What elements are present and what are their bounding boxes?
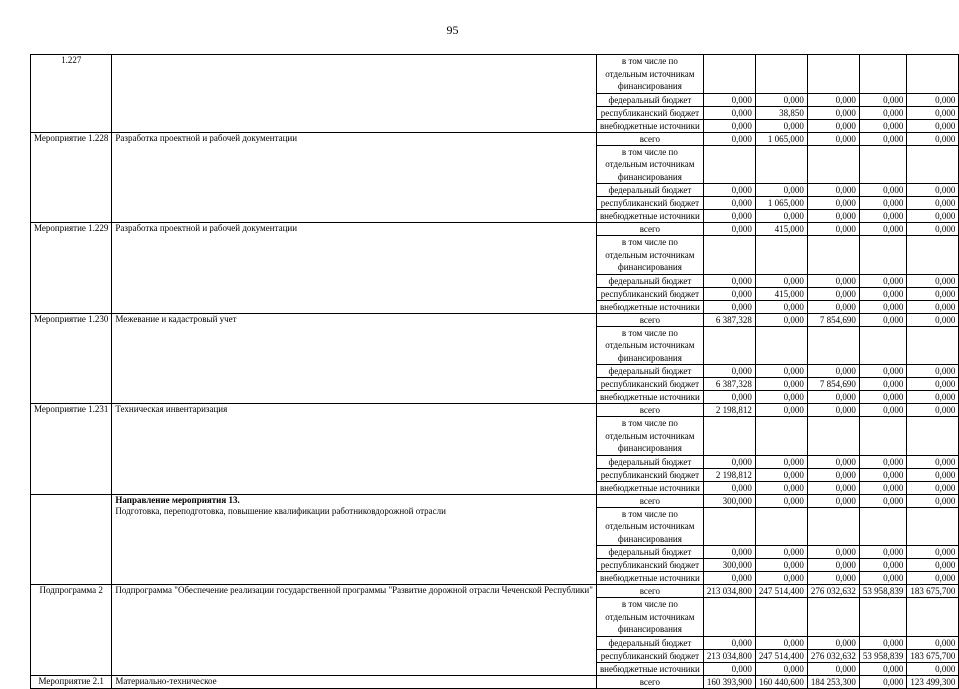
amount-cell: 0,000 (807, 455, 859, 468)
amount-cell: 6 387,328 (703, 313, 755, 326)
amount-cell: 2 198,812 (703, 468, 755, 481)
funding-source-cell: всего (596, 313, 703, 326)
amount-cell: 0,000 (807, 365, 859, 378)
funding-source-cell: внебюджетные источники (596, 210, 703, 223)
amount-cell: 0,000 (703, 287, 755, 300)
funding-source-cell: федеральный бюджет (596, 546, 703, 559)
amount-cell: 0,000 (703, 119, 755, 132)
amount-cell: 0,000 (859, 494, 907, 507)
amount-cell: 0,000 (859, 300, 907, 313)
funding-source-cell: внебюджетные источники (596, 662, 703, 675)
amount-cell: 0,000 (859, 210, 907, 223)
measure-name-cell: Материально-техническое (112, 675, 597, 688)
funding-source-cell: республиканский бюджет (596, 287, 703, 300)
amount-cell: 213 034,800 (703, 649, 755, 662)
measure-code-cell (31, 494, 112, 585)
amount-cell (907, 417, 959, 456)
amount-cell: 0,000 (859, 119, 907, 132)
amount-cell: 38,850 (755, 106, 807, 119)
amount-cell (755, 145, 807, 184)
amount-cell: 0,000 (703, 93, 755, 106)
amount-cell (703, 236, 755, 275)
amount-cell: 0,000 (807, 559, 859, 572)
funding-source-cell: республиканский бюджет (596, 197, 703, 210)
amount-cell: 0,000 (807, 404, 859, 417)
amount-cell: 0,000 (859, 184, 907, 197)
funding-source-cell: федеральный бюджет (596, 636, 703, 649)
funding-source-cell: всего (596, 585, 703, 598)
amount-cell: 0,000 (703, 662, 755, 675)
amount-cell: 0,000 (703, 391, 755, 404)
funding-source-cell: федеральный бюджет (596, 93, 703, 106)
amount-cell (907, 598, 959, 637)
funding-source-cell: в том числе по отдельным источникам финансирования (596, 507, 703, 546)
funding-source-cell: федеральный бюджет (596, 274, 703, 287)
amount-cell: 0,000 (859, 675, 907, 688)
amount-cell: 0,000 (907, 546, 959, 559)
amount-cell: 0,000 (807, 494, 859, 507)
amount-cell: 0,000 (859, 274, 907, 287)
amount-cell: 160 440,600 (755, 675, 807, 688)
table-row (31, 313, 959, 326)
amount-cell: 0,000 (807, 300, 859, 313)
amount-cell: 0,000 (907, 378, 959, 391)
amount-cell: 0,000 (755, 378, 807, 391)
amount-cell: 0,000 (755, 481, 807, 494)
funding-source-cell: в том числе по отдельным источникам финансирования (596, 55, 703, 94)
amount-cell: 0,000 (807, 210, 859, 223)
amount-cell: 184 253,300 (807, 675, 859, 688)
amount-cell: 0,000 (755, 546, 807, 559)
amount-cell: 0,000 (807, 468, 859, 481)
amount-cell (859, 145, 907, 184)
amount-cell: 123 499,300 (907, 675, 959, 688)
amount-cell: 0,000 (807, 481, 859, 494)
funding-source-cell: республиканский бюджет (596, 378, 703, 391)
amount-cell: 0,000 (703, 546, 755, 559)
amount-cell (859, 326, 907, 365)
measure-code-cell: Мероприятие 1.231 (31, 404, 112, 495)
measure-name-cell (112, 494, 597, 585)
amount-cell: 0,000 (859, 662, 907, 675)
amount-cell: 0,000 (859, 572, 907, 585)
amount-cell (755, 326, 807, 365)
amount-cell: 0,000 (907, 287, 959, 300)
amount-cell: 0,000 (907, 106, 959, 119)
amount-cell: 0,000 (907, 365, 959, 378)
amount-cell: 2 198,812 (703, 404, 755, 417)
amount-cell (807, 417, 859, 456)
amount-cell: 0,000 (907, 391, 959, 404)
amount-cell: 0,000 (907, 468, 959, 481)
page-number: 95 (446, 23, 459, 37)
amount-cell: 0,000 (907, 481, 959, 494)
funding-source-cell: федеральный бюджет (596, 365, 703, 378)
amount-cell: 0,000 (755, 494, 807, 507)
amount-cell: 0,000 (907, 197, 959, 210)
amount-cell: 0,000 (907, 93, 959, 106)
funding-source-cell: всего (596, 494, 703, 507)
amount-cell: 0,000 (907, 455, 959, 468)
funding-source-cell: федеральный бюджет (596, 455, 703, 468)
funding-source-cell: республиканский бюджет (596, 559, 703, 572)
amount-cell (907, 145, 959, 184)
amount-cell: 0,000 (755, 313, 807, 326)
amount-cell: 0,000 (807, 662, 859, 675)
amount-cell: 247 514,400 (755, 649, 807, 662)
amount-cell: 1 065,000 (755, 197, 807, 210)
measure-name-cell: Техническая инвентаризация (112, 404, 597, 495)
measure-name-cell: Разработка проектной и рабочей документации (112, 132, 597, 223)
amount-cell: 0,000 (703, 132, 755, 145)
amount-cell: 0,000 (907, 313, 959, 326)
amount-cell: 0,000 (755, 184, 807, 197)
amount-cell: 0,000 (807, 636, 859, 649)
amount-cell: 276 032,632 (807, 585, 859, 598)
amount-cell: 0,000 (755, 274, 807, 287)
funding-source-cell: всего (596, 223, 703, 236)
amount-cell (859, 236, 907, 275)
amount-cell: 7 854,690 (807, 313, 859, 326)
amount-cell: 0,000 (755, 636, 807, 649)
table-row (31, 494, 959, 507)
amount-cell (703, 145, 755, 184)
table-row (31, 132, 959, 145)
amount-cell: 415,000 (755, 287, 807, 300)
amount-cell (859, 417, 907, 456)
amount-cell: 247 514,400 (755, 585, 807, 598)
table-row (31, 404, 959, 417)
funding-source-cell: в том числе по отдельным источникам финансирования (596, 417, 703, 456)
amount-cell (907, 326, 959, 365)
amount-cell: 0,000 (907, 300, 959, 313)
amount-cell: 0,000 (755, 455, 807, 468)
amount-cell: 0,000 (907, 494, 959, 507)
amount-cell: 0,000 (907, 404, 959, 417)
funding-source-cell: республиканский бюджет (596, 106, 703, 119)
measure-name-cell (112, 55, 597, 133)
amount-cell: 0,000 (907, 636, 959, 649)
amount-cell (907, 236, 959, 275)
amount-cell: 0,000 (755, 559, 807, 572)
table-row (31, 585, 959, 598)
amount-cell: 0,000 (859, 404, 907, 417)
funding-source-cell: в том числе по отдельным источникам финансирования (596, 236, 703, 275)
amount-cell: 0,000 (859, 481, 907, 494)
measure-name-cell: Разработка проектной и рабочей документации (112, 223, 597, 314)
amount-cell: 0,000 (859, 455, 907, 468)
amount-cell: 0,000 (859, 636, 907, 649)
measure-direction-heading: Направление мероприятия 13. (115, 494, 240, 505)
amount-cell: 0,000 (907, 210, 959, 223)
amount-cell: 0,000 (703, 210, 755, 223)
amount-cell: 160 393,900 (703, 675, 755, 688)
amount-cell: 0,000 (703, 481, 755, 494)
measure-code-cell: Мероприятие 1.229 (31, 223, 112, 314)
amount-cell: 0,000 (703, 223, 755, 236)
amount-cell: 183 675,700 (907, 649, 959, 662)
funding-source-cell: всего (596, 675, 703, 688)
amount-cell: 0,000 (807, 572, 859, 585)
measure-code-cell: Подпрограмма 2 (31, 585, 112, 676)
amount-cell: 0,000 (907, 572, 959, 585)
amount-cell (755, 507, 807, 546)
amount-cell: 0,000 (807, 119, 859, 132)
amount-cell: 0,000 (859, 223, 907, 236)
amount-cell (807, 326, 859, 365)
funding-source-cell: в том числе по отдельным источникам финансирования (596, 145, 703, 184)
amount-cell: 0,000 (907, 662, 959, 675)
table-row (31, 675, 959, 688)
amount-cell: 0,000 (755, 119, 807, 132)
amount-cell: 0,000 (859, 391, 907, 404)
amount-cell: 0,000 (807, 391, 859, 404)
amount-cell: 0,000 (703, 365, 755, 378)
amount-cell: 0,000 (807, 106, 859, 119)
amount-cell (907, 507, 959, 546)
amount-cell: 53 958,839 (859, 649, 907, 662)
measure-code-cell: 1.227 (31, 55, 112, 133)
amount-cell (807, 145, 859, 184)
amount-cell: 0,000 (907, 119, 959, 132)
amount-cell: 0,000 (755, 404, 807, 417)
amount-cell: 0,000 (807, 287, 859, 300)
amount-cell: 53 958,839 (859, 585, 907, 598)
amount-cell: 300,000 (703, 494, 755, 507)
measure-code-cell: Мероприятие 1.230 (31, 313, 112, 404)
funding-source-cell: республиканский бюджет (596, 649, 703, 662)
measure-code-cell: Мероприятие 1.228 (31, 132, 112, 223)
amount-cell (859, 598, 907, 637)
funding-source-cell: федеральный бюджет (596, 184, 703, 197)
amount-cell: 7 854,690 (807, 378, 859, 391)
funding-source-cell: внебюджетные источники (596, 391, 703, 404)
amount-cell: 0,000 (755, 468, 807, 481)
amount-cell: 0,000 (703, 197, 755, 210)
funding-source-cell: внебюджетные источники (596, 119, 703, 132)
funding-source-cell: республиканский бюджет (596, 468, 703, 481)
amount-cell: 0,000 (755, 572, 807, 585)
funding-source-cell: внебюджетные источники (596, 300, 703, 313)
amount-cell: 0,000 (703, 636, 755, 649)
amount-cell: 0,000 (807, 184, 859, 197)
amount-cell (755, 598, 807, 637)
amount-cell: 0,000 (755, 391, 807, 404)
amount-cell (859, 507, 907, 546)
amount-cell: 0,000 (859, 378, 907, 391)
funding-source-cell: в том числе по отдельным источникам финансирования (596, 326, 703, 365)
amount-cell: 0,000 (859, 93, 907, 106)
amount-cell: 0,000 (859, 132, 907, 145)
amount-cell (807, 598, 859, 637)
amount-cell: 415,000 (755, 223, 807, 236)
amount-cell: 0,000 (703, 184, 755, 197)
amount-cell: 0,000 (755, 300, 807, 313)
amount-cell: 0,000 (859, 287, 907, 300)
amount-cell (807, 236, 859, 275)
funding-source-cell: внебюджетные источники (596, 572, 703, 585)
amount-cell: 0,000 (907, 559, 959, 572)
amount-cell: 0,000 (859, 365, 907, 378)
amount-cell: 0,000 (807, 132, 859, 145)
measure-name-cell: Межевание и кадастровый учет (112, 313, 597, 404)
amount-cell (703, 507, 755, 546)
budget-table (30, 54, 959, 689)
amount-cell (859, 55, 907, 94)
amount-cell (755, 55, 807, 94)
amount-cell: 0,000 (703, 572, 755, 585)
funding-source-cell: внебюджетные источники (596, 481, 703, 494)
amount-cell (703, 598, 755, 637)
amount-cell: 0,000 (859, 546, 907, 559)
amount-cell (703, 55, 755, 94)
amount-cell: 0,000 (703, 274, 755, 287)
amount-cell (755, 417, 807, 456)
amount-cell: 0,000 (807, 223, 859, 236)
table-row (31, 55, 959, 94)
amount-cell: 183 675,700 (907, 585, 959, 598)
amount-cell: 0,000 (755, 93, 807, 106)
amount-cell: 0,000 (755, 365, 807, 378)
amount-cell: 0,000 (755, 210, 807, 223)
table-row (31, 223, 959, 236)
amount-cell: 1 065,000 (755, 132, 807, 145)
funding-source-cell: всего (596, 132, 703, 145)
amount-cell: 0,000 (859, 468, 907, 481)
measure-direction-text: Подготовка, переподготовка, повышение квалификации работниковдорожной отрасли (115, 505, 446, 516)
amount-cell: 0,000 (703, 106, 755, 119)
amount-cell: 0,000 (703, 300, 755, 313)
measure-name-cell: Подпрограмма "Обеспечение реализации государственной программы "Развитие дорожной отрасли Чеченской Республики" (112, 585, 597, 676)
amount-cell: 276 032,632 (807, 649, 859, 662)
amount-cell (703, 326, 755, 365)
amount-cell: 0,000 (755, 662, 807, 675)
amount-cell: 0,000 (859, 197, 907, 210)
amount-cell: 0,000 (859, 106, 907, 119)
amount-cell (807, 55, 859, 94)
amount-cell: 0,000 (703, 455, 755, 468)
amount-cell: 213 034,800 (703, 585, 755, 598)
amount-cell (807, 507, 859, 546)
funding-source-cell: в том числе по отдельным источникам финансирования (596, 598, 703, 637)
amount-cell: 0,000 (907, 274, 959, 287)
amount-cell: 0,000 (907, 223, 959, 236)
amount-cell: 300,000 (703, 559, 755, 572)
amount-cell: 0,000 (807, 546, 859, 559)
funding-source-cell: всего (596, 404, 703, 417)
amount-cell (755, 236, 807, 275)
amount-cell: 0,000 (807, 274, 859, 287)
amount-cell: 0,000 (907, 184, 959, 197)
amount-cell (907, 55, 959, 94)
amount-cell: 0,000 (807, 93, 859, 106)
amount-cell (703, 417, 755, 456)
amount-cell: 0,000 (907, 132, 959, 145)
amount-cell: 0,000 (859, 313, 907, 326)
amount-cell: 0,000 (807, 197, 859, 210)
amount-cell: 0,000 (859, 559, 907, 572)
measure-code-cell: Мероприятие 2.1 (31, 675, 112, 688)
amount-cell: 6 387,328 (703, 378, 755, 391)
